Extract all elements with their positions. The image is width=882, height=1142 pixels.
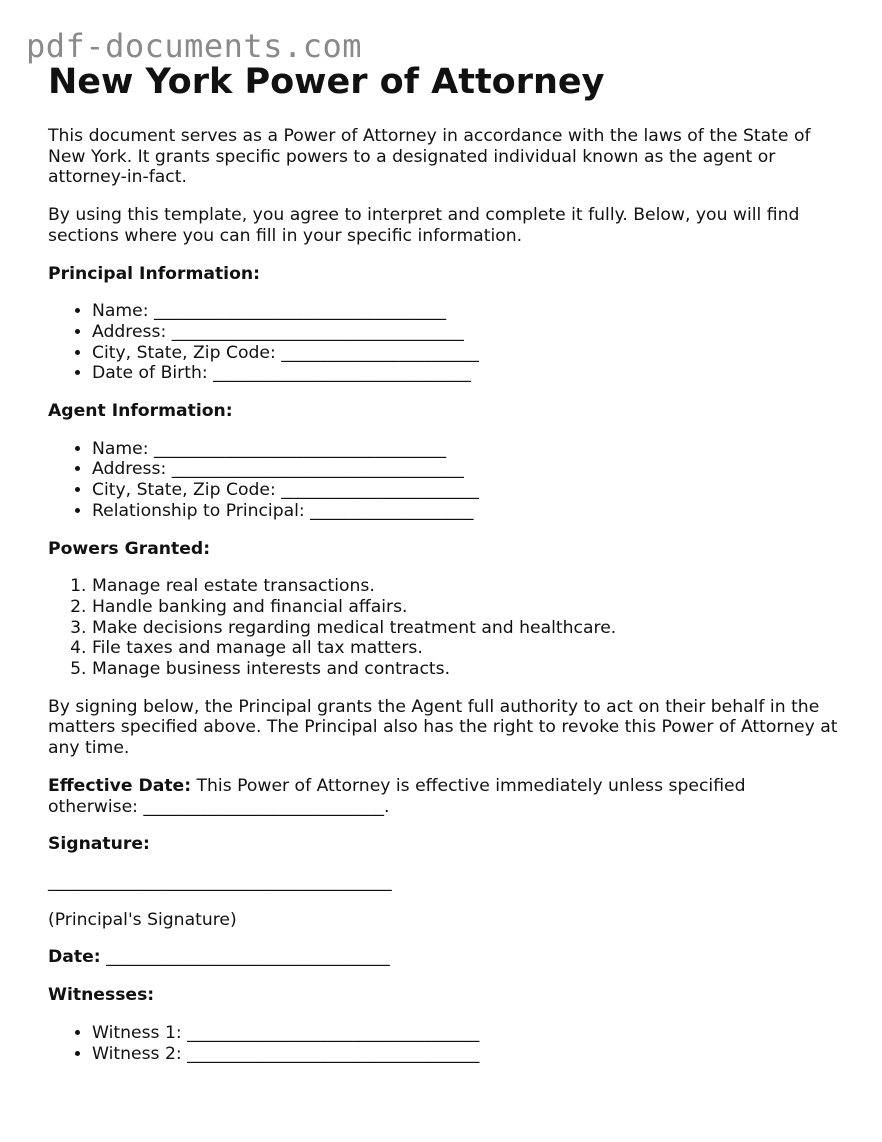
document-page xyxy=(48,60,838,1064)
signature-heading: Signature: xyxy=(48,834,150,855)
date-label: Date: xyxy=(48,947,101,968)
witnesses-heading: Witnesses: xyxy=(48,985,155,1006)
witnesses-list xyxy=(48,1023,838,1064)
power-item: 2. Handle banking and financial affairs. xyxy=(92,597,838,618)
principal-heading: Principal Information: xyxy=(48,263,260,284)
effective-date-field[interactable]: This Power of Attorney is effective immediately unless specified otherwise: ____________________________. xyxy=(48,775,746,817)
witness-1-field[interactable]: • Witness 1: __________________________________ xyxy=(92,1023,838,1044)
watermark: pdf-documents.com xyxy=(26,27,363,65)
powers-heading: Powers Granted: xyxy=(48,538,211,559)
agent-city-state-zip-field[interactable]: • City, State, Zip Code: _______________________ xyxy=(92,480,838,501)
witness-2-field[interactable]: • Witness 2: __________________________________ xyxy=(92,1044,838,1065)
agent-name-field[interactable]: • Name: __________________________________ xyxy=(92,439,838,460)
date-field[interactable]: _________________________________ xyxy=(100,947,390,968)
power-item: 5. Manage business interests and contracts. xyxy=(92,659,838,680)
power-item: 3. Make decisions regarding medical treatment and healthcare. xyxy=(92,618,838,639)
principal-city-state-zip-field[interactable]: • City, State, Zip Code: _______________________ xyxy=(92,343,838,364)
signature-caption: (Principal's Signature) xyxy=(48,909,237,930)
agent-relationship-field[interactable]: • Relationship to Principal: ___________________ xyxy=(92,501,838,522)
effective-date-paragraph xyxy=(48,776,838,817)
agent-heading: Agent Information: xyxy=(48,401,233,422)
intro-paragraph-2: By using this template, you agree to interpret and complete it fully. Below, you will find sections where you can fill in your specific information. xyxy=(48,205,800,246)
power-item: 4. File taxes and manage all tax matters. xyxy=(92,638,838,659)
principal-name-field[interactable]: • Name: __________________________________ xyxy=(92,301,838,322)
effective-date-label: Effective Date: xyxy=(48,775,192,796)
principal-fields-list xyxy=(48,301,838,384)
principal-dob-field[interactable]: • Date of Birth: ______________________________ xyxy=(92,363,838,384)
agent-fields-list xyxy=(48,439,838,522)
date-paragraph xyxy=(48,947,838,968)
principal-address-field[interactable]: • Address: __________________________________ xyxy=(92,322,838,343)
signature-line[interactable]: ________________________________________ xyxy=(48,871,392,892)
intro-paragraph-1: This document serves as a Power of Attorney in accordance with the laws of the State of New York. It grants specific powers to a designated individual known as the agent or attorney-in-fact. xyxy=(48,126,811,188)
powers-list xyxy=(48,576,838,680)
power-item: 1. Manage real estate transactions. xyxy=(92,576,838,597)
agent-address-field[interactable]: • Address: __________________________________ xyxy=(92,459,838,480)
page-title: New York Power of Attorney xyxy=(48,62,605,102)
authority-paragraph: By signing below, the Principal grants the Agent full authority to act on their behalf in the matters specified above. The Principal also has the right to revoke this Power of Attorney at any time. xyxy=(48,696,838,759)
